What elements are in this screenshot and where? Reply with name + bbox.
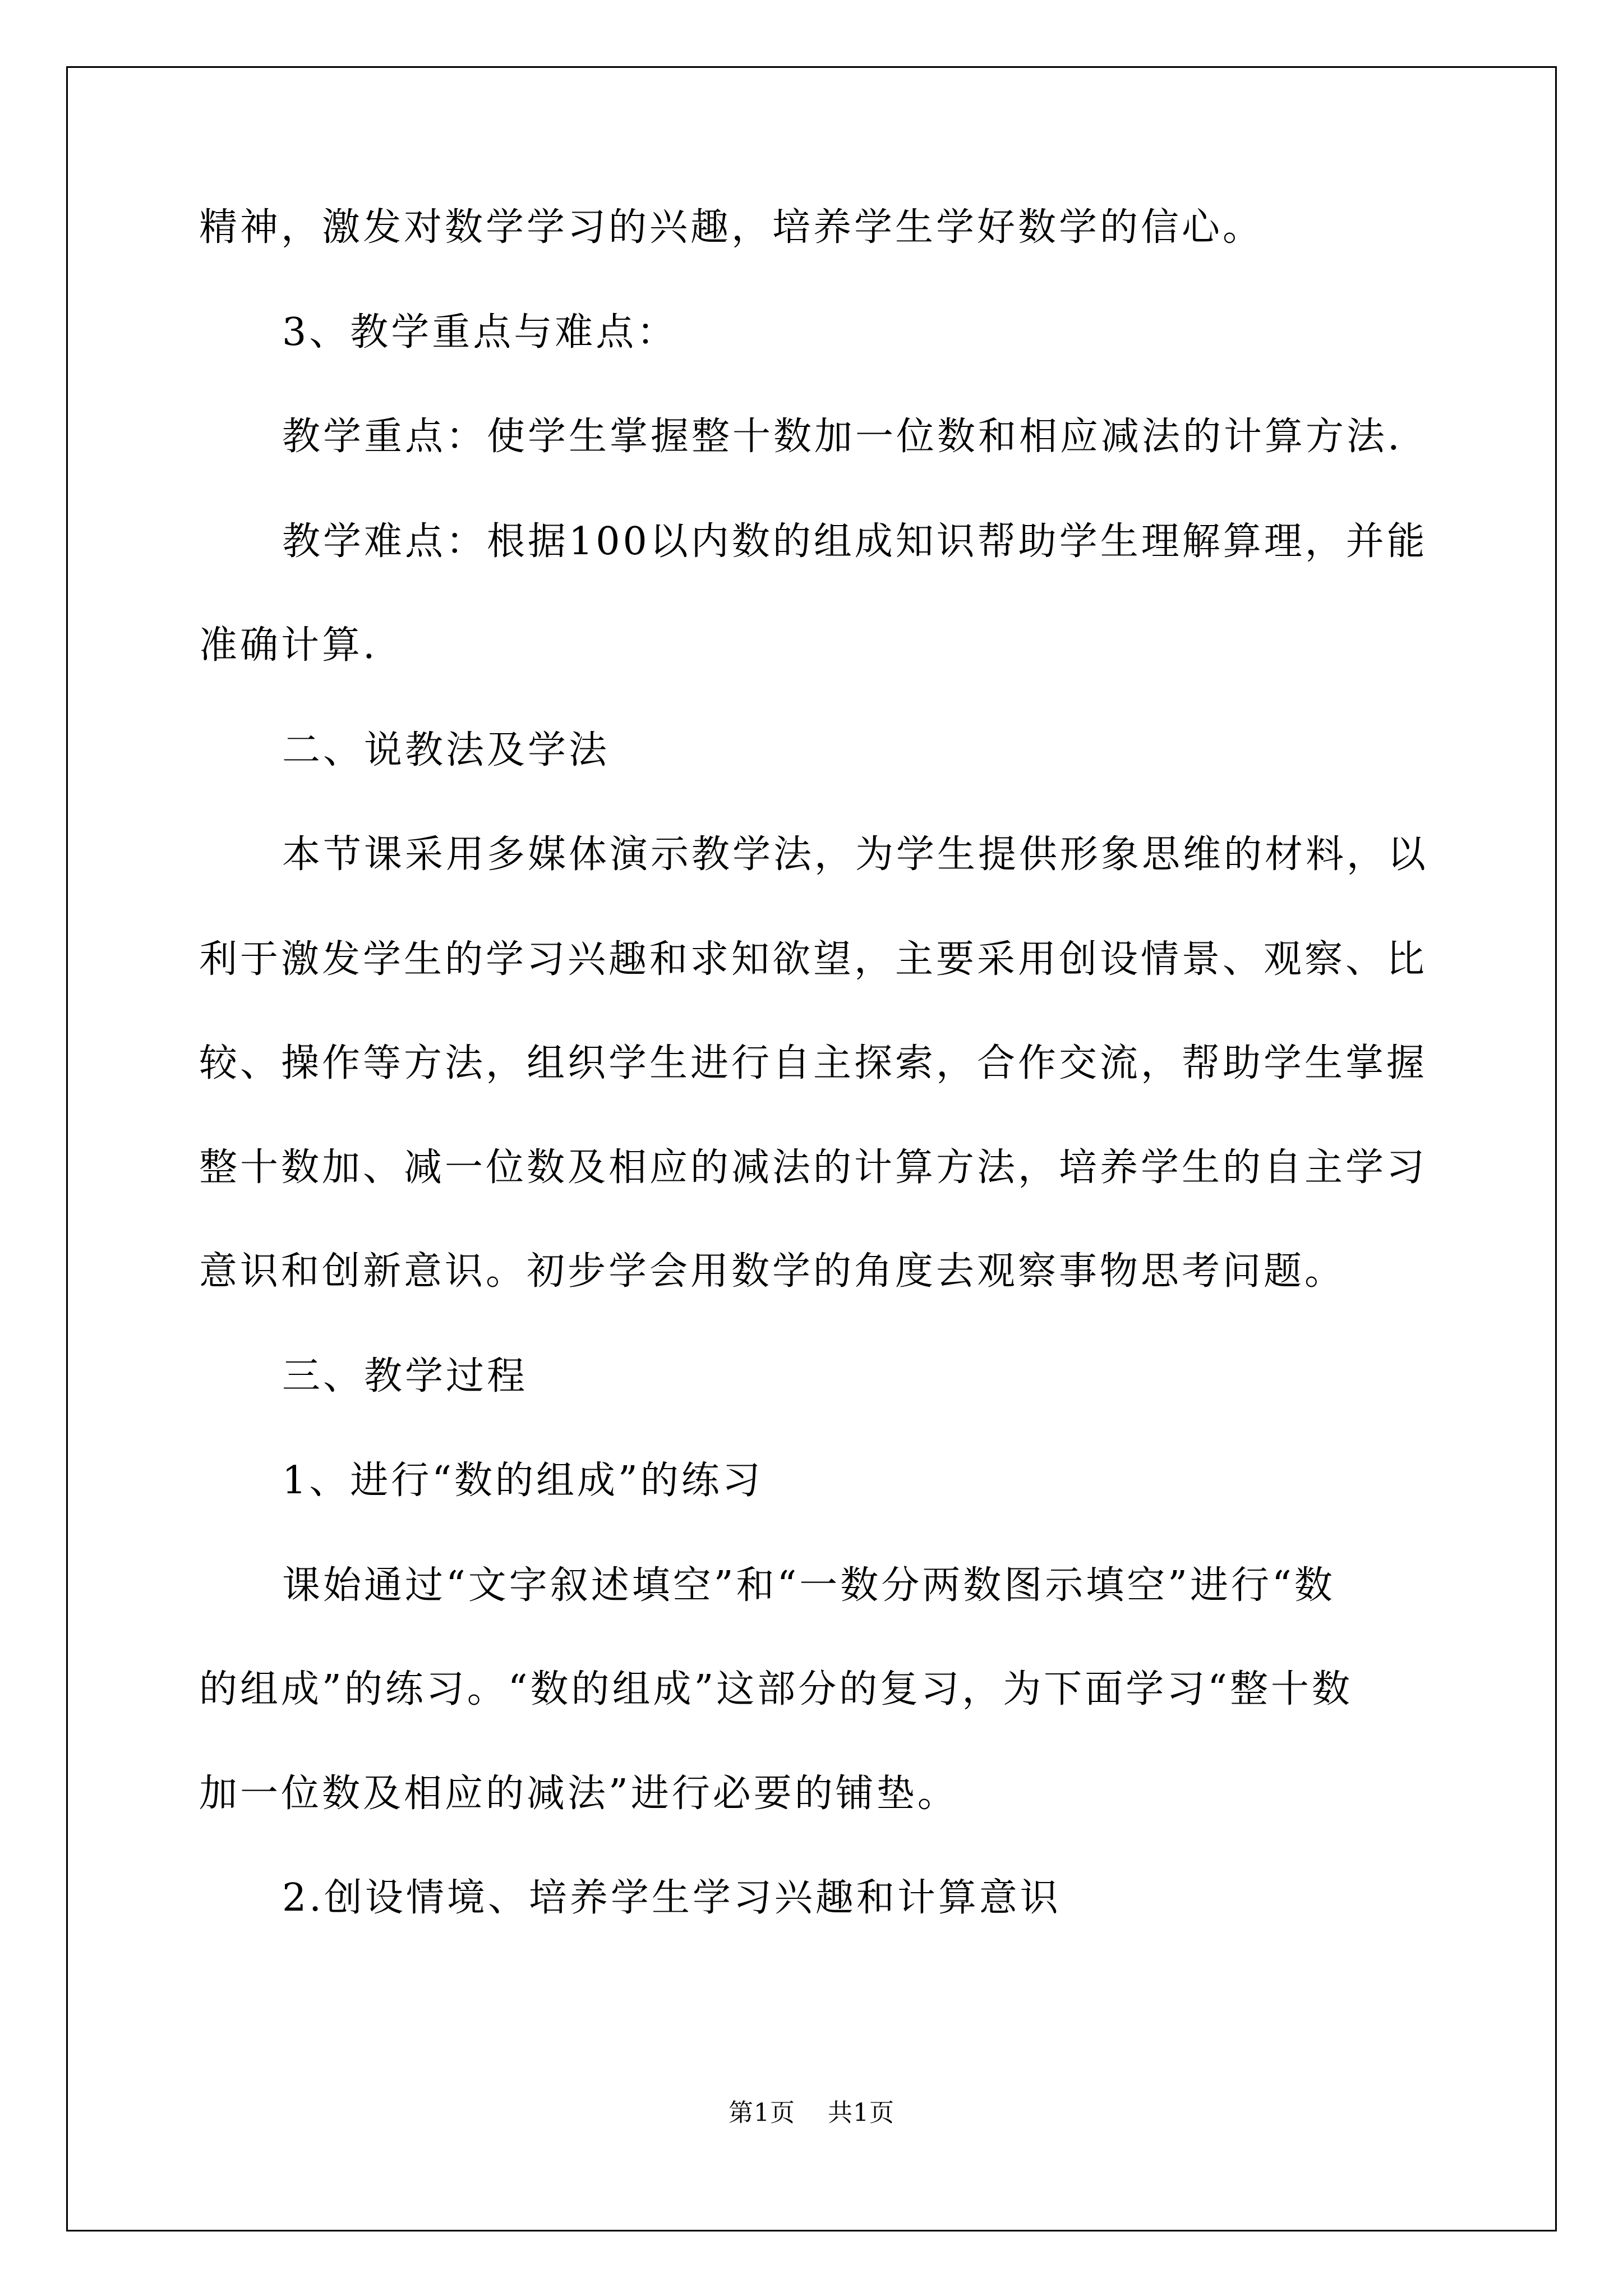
- paragraph-line: 教学重点：使学生掌握整十数加一位数和相应减法的计算方法.: [282, 415, 1403, 459]
- heading-methods: 二、说教法及学法: [282, 728, 610, 772]
- paragraph-line: 整十数加、减一位数及相应的减法的计算方法，培养学生的自主学习: [199, 1145, 1428, 1190]
- total-pages: 共1页: [828, 2099, 895, 2127]
- heading-key-points: 3、教学重点与难点：: [282, 310, 678, 355]
- paragraph-line: 精神，激发对数学学习的兴趣，培养学生学好数学的信心。: [199, 205, 1264, 250]
- paragraph-line: 准确计算.: [199, 623, 378, 668]
- paragraph-line: 本节课采用多媒体演示教学法，为学生提供形象思维的材料，以: [282, 832, 1429, 877]
- paragraph-line: 较、操作等方法，组织学生进行自主探索，合作交流，帮助学生掌握: [199, 1041, 1428, 1085]
- page-footer: [0, 2101, 1623, 2125]
- paragraph-line: 加一位数及相应的减法”进行必要的铺垫。: [199, 1772, 958, 1816]
- paragraph-line: 利于激发学生的学习兴趣和求知欲望，主要采用创设情景、观察、比: [199, 937, 1428, 982]
- heading-process: 三、教学过程: [282, 1354, 528, 1398]
- paragraph-line: 意识和创新意识。初步学会用数学的角度去观察事物思考问题。: [199, 1249, 1346, 1294]
- heading-step-1: 1、进行“数的组成”的练习: [282, 1458, 763, 1503]
- paragraph-line: 课始通过“文字叙述填空”和“一数分两数图示填空”进行“数: [282, 1563, 1335, 1608]
- page-number: 第1页: [728, 2099, 795, 2127]
- paragraph-line: 的组成”的练习。“数的组成”这部分的复习，为下面学习“整十数: [199, 1667, 1353, 1711]
- heading-step-2: 2.创设情境、培养学生学习兴趣和计算意识: [282, 1876, 1061, 1920]
- paragraph-line: 教学难点：根据100以内数的组成知识帮助学生理解算理，并能: [282, 519, 1428, 564]
